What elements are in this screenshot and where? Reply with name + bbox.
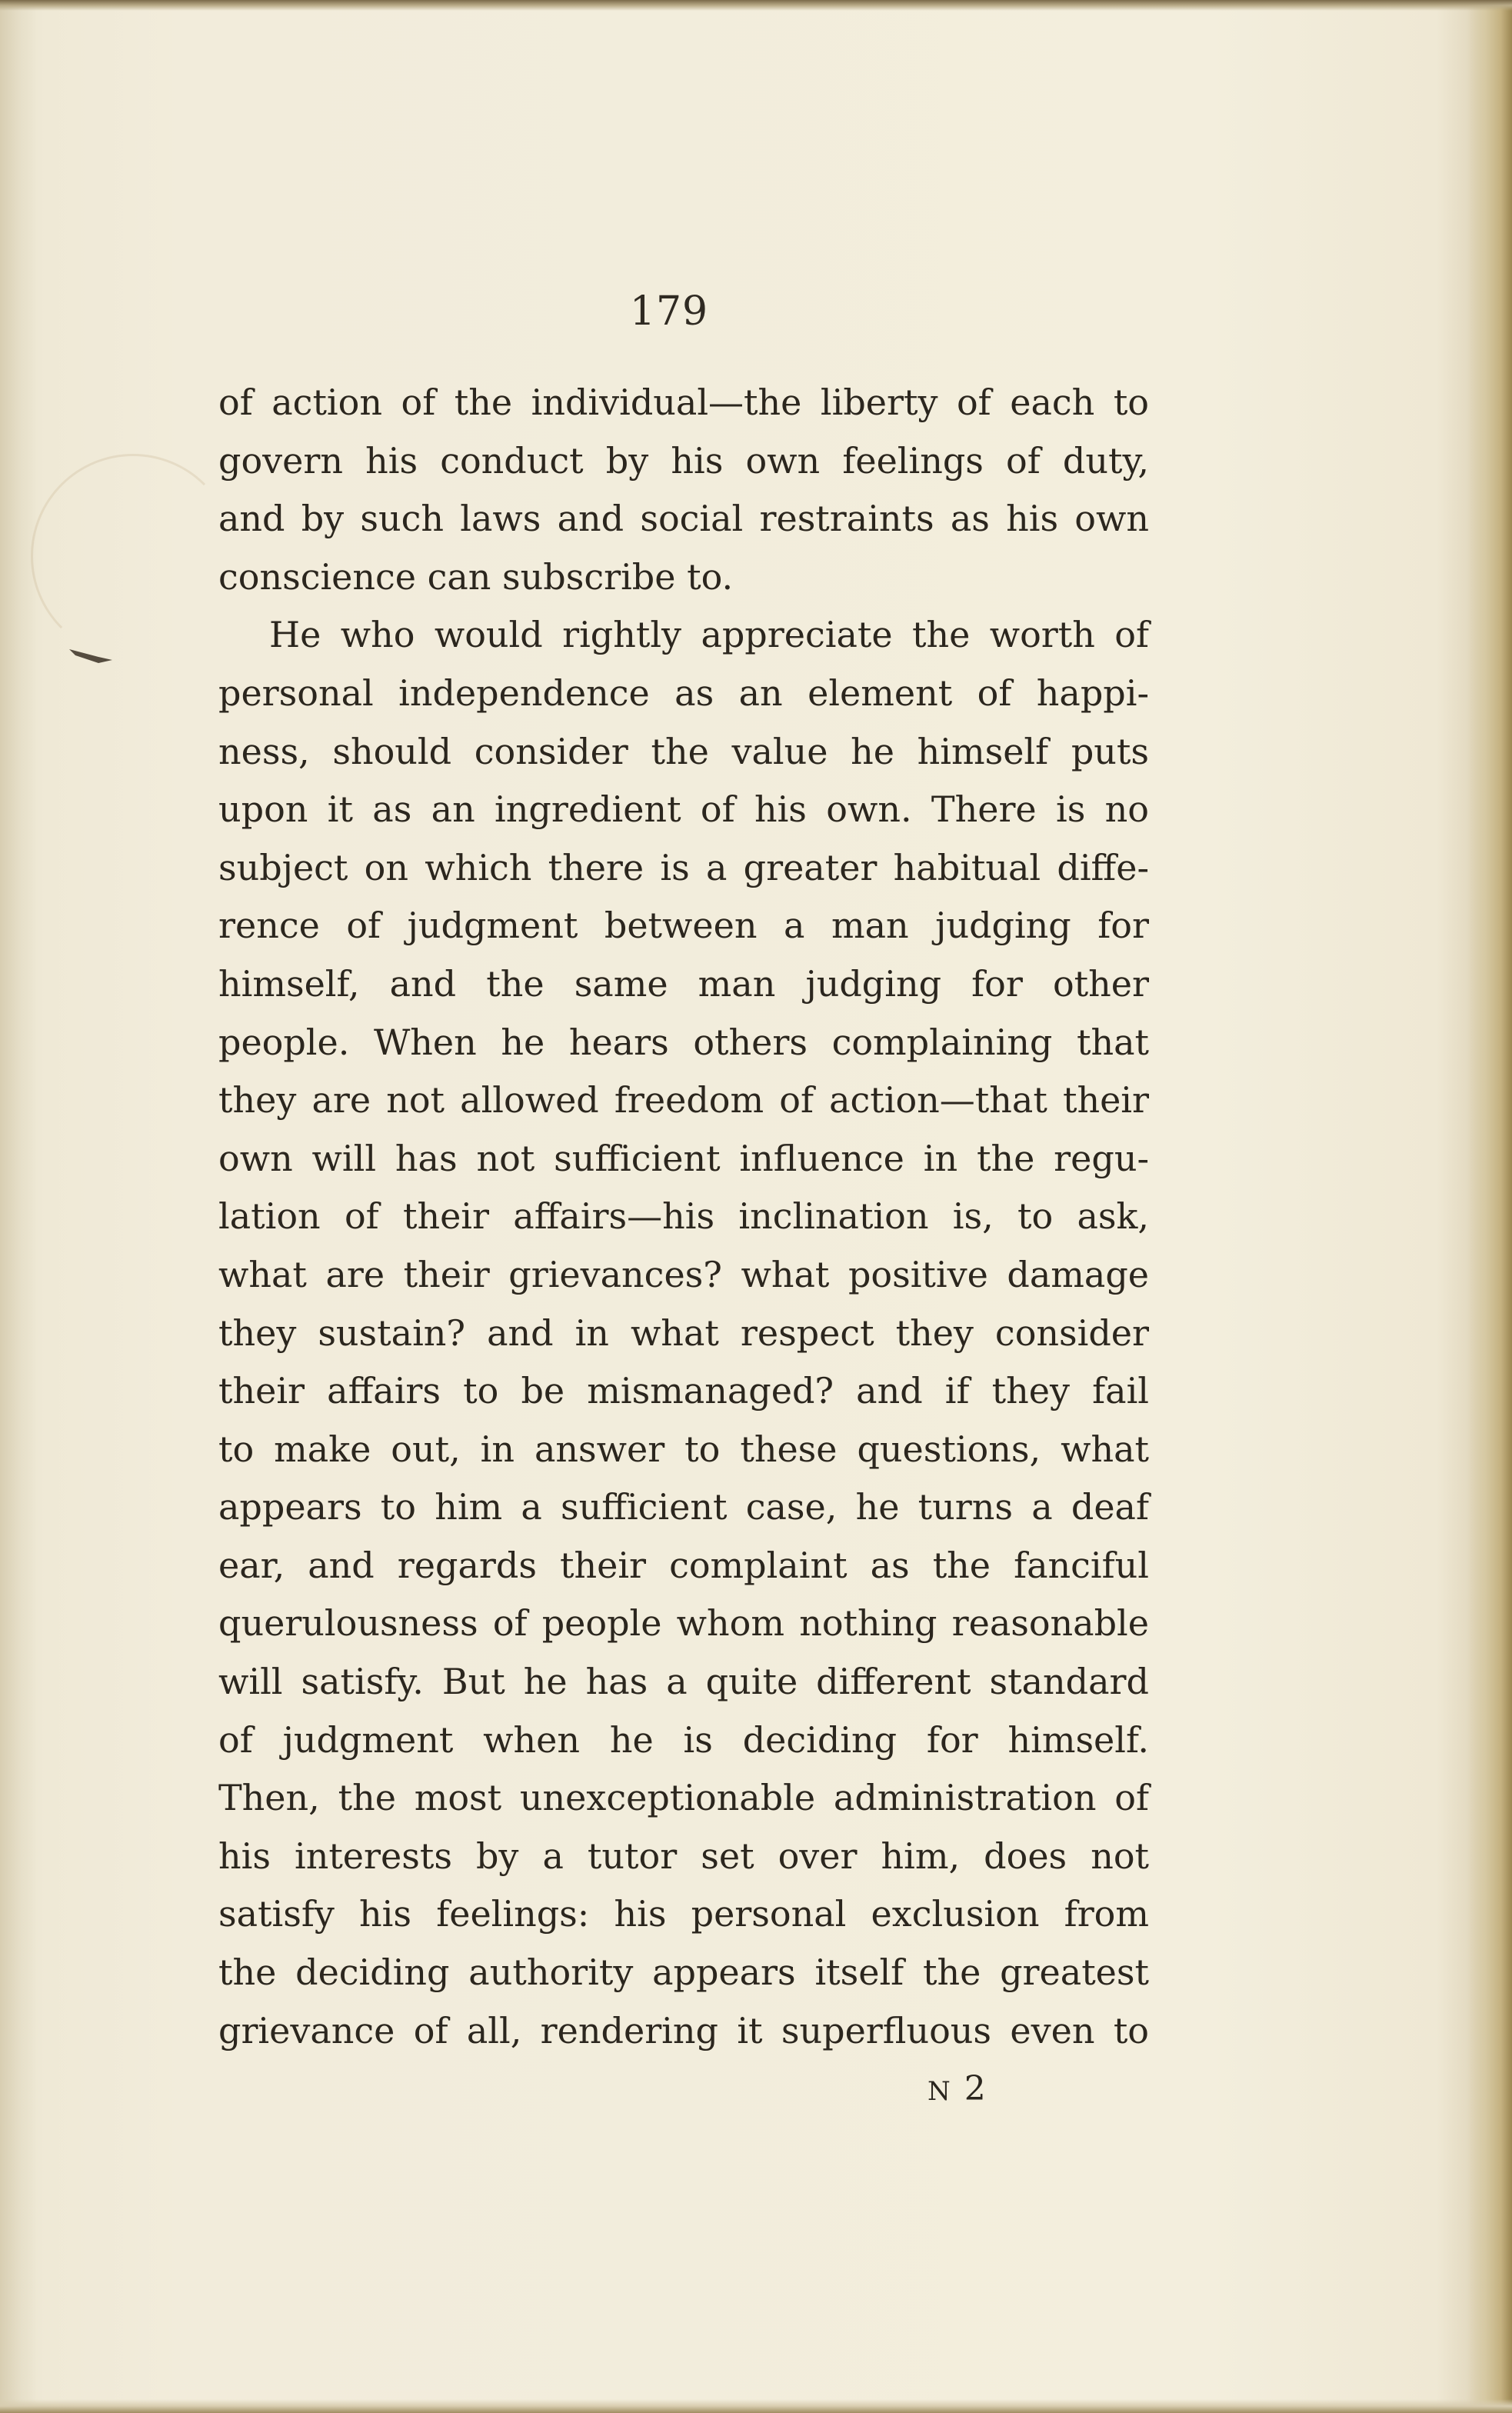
text-line: of action of the individual—the liberty of each to — [218, 382, 1149, 423]
text-line: people. When he hears others complaining that — [218, 1021, 1149, 1063]
printer-signature-mark — [928, 2069, 989, 2108]
page-right-edge — [1467, 0, 1512, 2413]
paper-stain — [31, 454, 235, 658]
text-line: to make out, in answer to these questions, what — [218, 1428, 1149, 1470]
text-line: what are their grievances? what positive damage — [218, 1253, 1149, 1295]
text-line: will satisfy. But he has a quite different standard — [218, 1661, 1149, 1703]
text-line: upon it as an ingredient of his own. There is no — [218, 788, 1149, 831]
text-line: subject on which there is a greater habitual diffe- — [218, 846, 1149, 888]
signature-number: 2 — [964, 2069, 989, 2108]
page-number: 179 — [629, 288, 709, 335]
text-line: grievance of all, rendering it superfluous even to — [218, 2009, 1149, 2051]
paragraph — [218, 606, 1149, 2060]
text-line: personal independence as an element of happi- — [218, 672, 1149, 714]
text-line: they sustain? and in what respect they consider — [218, 1311, 1149, 1354]
page-bottom-edge — [0, 2399, 1512, 2413]
text-line: satisfy his feelings: his personal exclusion from — [218, 1893, 1149, 1935]
text-line: govern his conduct by his own feelings of duty, — [218, 439, 1149, 482]
text-line: querulousness of people whom nothing reasonable — [218, 1602, 1149, 1645]
text-line: Then, the most unexceptionable administration of — [218, 1777, 1149, 1819]
text-line: appears to him a sufficient case, he turns a deaf — [218, 1486, 1149, 1528]
text-line: ear, and regards their complaint as the fanciful — [218, 1544, 1149, 1586]
text-line: conscience can subscribe to. — [218, 555, 734, 598]
text-line: He who would rightly appreciate the worth of — [269, 614, 1149, 656]
body-text — [218, 374, 1149, 2060]
text-line: they are not allowed freedom of action—that their — [218, 1079, 1149, 1122]
page-top-edge — [0, 0, 1512, 11]
text-line: and by such laws and social restraints as his own — [218, 498, 1149, 540]
signature-letter: N — [928, 2076, 952, 2107]
page-left-edge — [0, 0, 37, 2413]
ink-blot — [68, 646, 114, 669]
text-line: rence of judgment between a man judging for — [218, 905, 1149, 947]
paragraph — [218, 374, 1149, 606]
text-line: ness, should consider the value he himself puts — [218, 730, 1149, 772]
text-line: his interests by a tutor set over him, does not — [218, 1835, 1149, 1877]
text-line: of judgment when he is deciding for himself. — [218, 1718, 1149, 1761]
text-line: himself, and the same man judging for other — [218, 962, 1149, 1005]
text-line: own will has not sufficient influence in the regu- — [218, 1137, 1149, 1179]
text-line: lation of their affairs—his inclination is, to ask, — [218, 1195, 1149, 1238]
text-line: their affairs to be mismanaged? and if they fail — [218, 1370, 1149, 1412]
text-line: the deciding authority appears itself the greatest — [218, 1951, 1149, 1994]
